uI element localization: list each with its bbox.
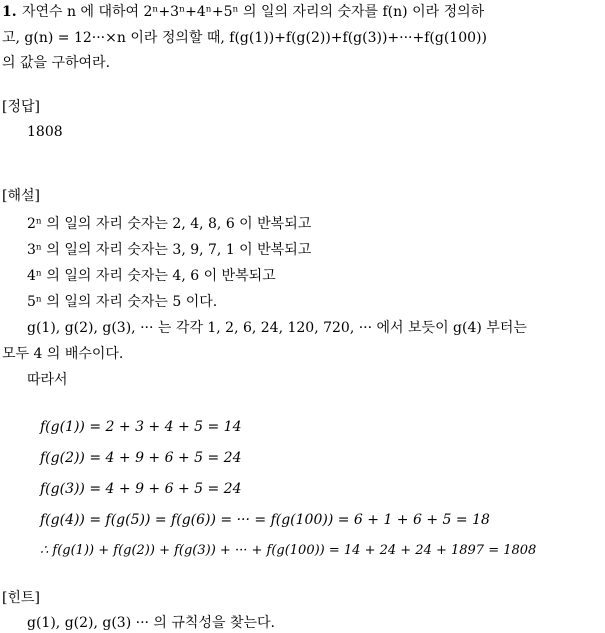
hint-text: g(1), g(2), g(3) ··· 의 규칙성을 찾는다. <box>27 615 275 631</box>
problem-line-1: 자연수 n 에 대하여 2ⁿ+3ⁿ+4ⁿ+5ⁿ 의 일의 자리의 숫자를 f(n) 이라 정의하 <box>22 4 485 20</box>
solution-line: 4ⁿ 의 일의 자리 숫자는 4, 6 이 반복되고 <box>27 268 276 284</box>
solution-line: 3ⁿ 의 일의 자리 숫자는 3, 9, 7, 1 이 반복되고 <box>27 242 312 258</box>
solution-line: 모두 4 의 배수이다. <box>2 346 124 362</box>
hint-label: [힌트] <box>2 590 40 606</box>
solution-line: g(1), g(2), g(3), ··· 는 각각 1, 2, 6, 24, 120, 720, ··· 에서 보듯이 g(4) 부터는 <box>27 320 527 336</box>
solution-line: 2ⁿ 의 일의 자리 숫자는 2, 4, 8, 6 이 반복되고 <box>27 216 312 232</box>
equation-line: f(g(1)) = 2 + 3 + 4 + 5 = 14 <box>40 419 242 435</box>
solution-label: [해설] <box>2 188 40 204</box>
equation-line: f(g(4)) = f(g(5)) = f(g(6)) = ··· = f(g(100)) = 6 + 1 + 6 + 5 = 18 <box>40 512 490 528</box>
problem-line-2: 고, g(n) = 12···×n 이라 정의할 때, f(g(1))+f(g(2))+f(g(3))+···+f(g(100)) <box>2 30 487 46</box>
answer-label: [정답] <box>2 99 40 115</box>
equation-line: f(g(2)) = 4 + 9 + 6 + 5 = 24 <box>40 450 242 466</box>
problem-line-3: 의 값을 구하여라. <box>2 55 111 71</box>
equation-line: f(g(3)) = 4 + 9 + 6 + 5 = 24 <box>40 481 242 497</box>
solution-line: 따라서 <box>27 372 68 388</box>
equation-conclusion: ∴ f(g(1)) + f(g(2)) + f(g(3)) + ··· + f(g(100)) = 14 + 24 + 24 + 1897 = 1808 <box>40 543 537 558</box>
solution-line: 5ⁿ 의 일의 자리 숫자는 5 이다. <box>27 294 218 310</box>
problem-number: 1. <box>2 4 17 20</box>
answer-value: 1808 <box>27 124 63 140</box>
